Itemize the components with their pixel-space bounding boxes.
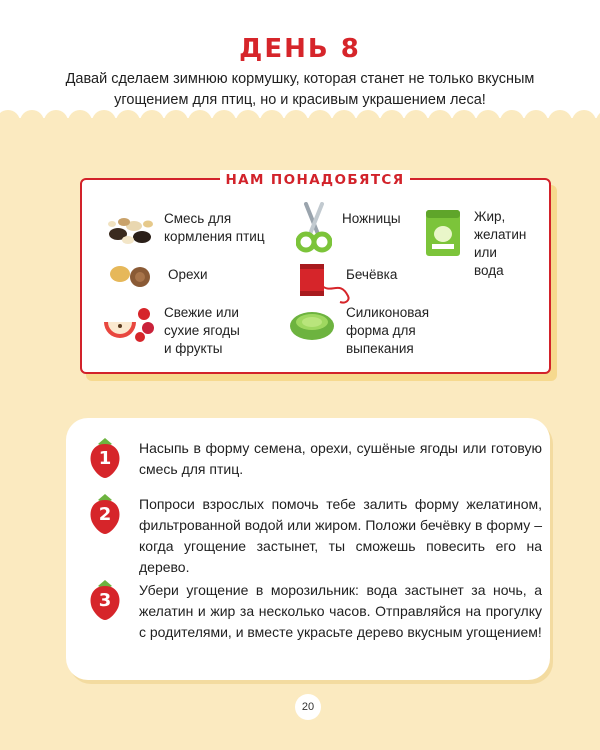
material-label: Жир, желатин или вода xyxy=(474,209,527,278)
material-label: Свежие или сухие ягоды и фрукты xyxy=(164,305,240,356)
material-label: Силиконовая форма для выпекания xyxy=(346,305,430,356)
nuts-icon xyxy=(108,260,152,290)
page-title: ДЕНЬ 8 xyxy=(239,34,361,64)
materials-title: НАМ ПОНАДОБЯТСЯ xyxy=(225,172,405,188)
intro-text: Давай сделаем зимнюю кормушку, которая станет не только вкусным угощением для птиц, но и красивым украшением леса! xyxy=(65,71,535,108)
step-text: Убери угощение в морозильник: вода застынет за ночь, а желатин и жир за несколько часов. Отправляйся на прогулку с родителями, и вместе украсьте дерево вкусным угощением! xyxy=(139,582,542,640)
step-1 xyxy=(88,438,542,480)
materials-card xyxy=(80,172,551,374)
step-number-badge xyxy=(88,494,122,534)
page-number: 20 xyxy=(295,694,321,720)
scallop-edge xyxy=(0,108,600,134)
material-scissors xyxy=(296,202,401,254)
step-number: 1 xyxy=(98,448,112,469)
material-berries xyxy=(102,304,240,358)
scissors-icon xyxy=(296,202,332,254)
material-gelatin xyxy=(424,208,526,280)
silicone-mold-icon xyxy=(288,304,336,344)
bird-seed-mix-icon xyxy=(104,210,156,248)
twine-spool-icon xyxy=(296,260,352,308)
material-label: Смесь для кормления птиц xyxy=(164,211,265,244)
material-twine xyxy=(296,260,397,308)
material-label: Бечёвка xyxy=(346,267,398,282)
material-nuts xyxy=(108,260,208,290)
step-number: 2 xyxy=(98,504,112,525)
material-seed-mix xyxy=(104,210,265,248)
material-mold xyxy=(288,304,429,358)
step-text: Попроси взрослых помочь тебе залить форму желатином, фильтрованной водой или жиром. Положи бечёвку в форму – когда угощение застынет, ты сможешь повесить его на дерево. xyxy=(139,496,542,575)
step-3 xyxy=(88,580,542,643)
steps-card xyxy=(66,418,550,680)
gelatin-pack-icon xyxy=(424,208,462,258)
step-number-badge xyxy=(88,580,122,620)
materials-title-wrap xyxy=(220,170,410,190)
material-label: Орехи xyxy=(168,267,208,282)
step-number-badge xyxy=(88,438,122,478)
material-label: Ножницы xyxy=(342,211,401,226)
step-number: 3 xyxy=(98,590,112,611)
step-2 xyxy=(88,494,542,578)
step-text: Насыпь в форму семена, орехи, сушёные ягоды или готовую смесь для птиц. xyxy=(139,440,542,477)
berries-fruit-icon xyxy=(102,304,156,344)
